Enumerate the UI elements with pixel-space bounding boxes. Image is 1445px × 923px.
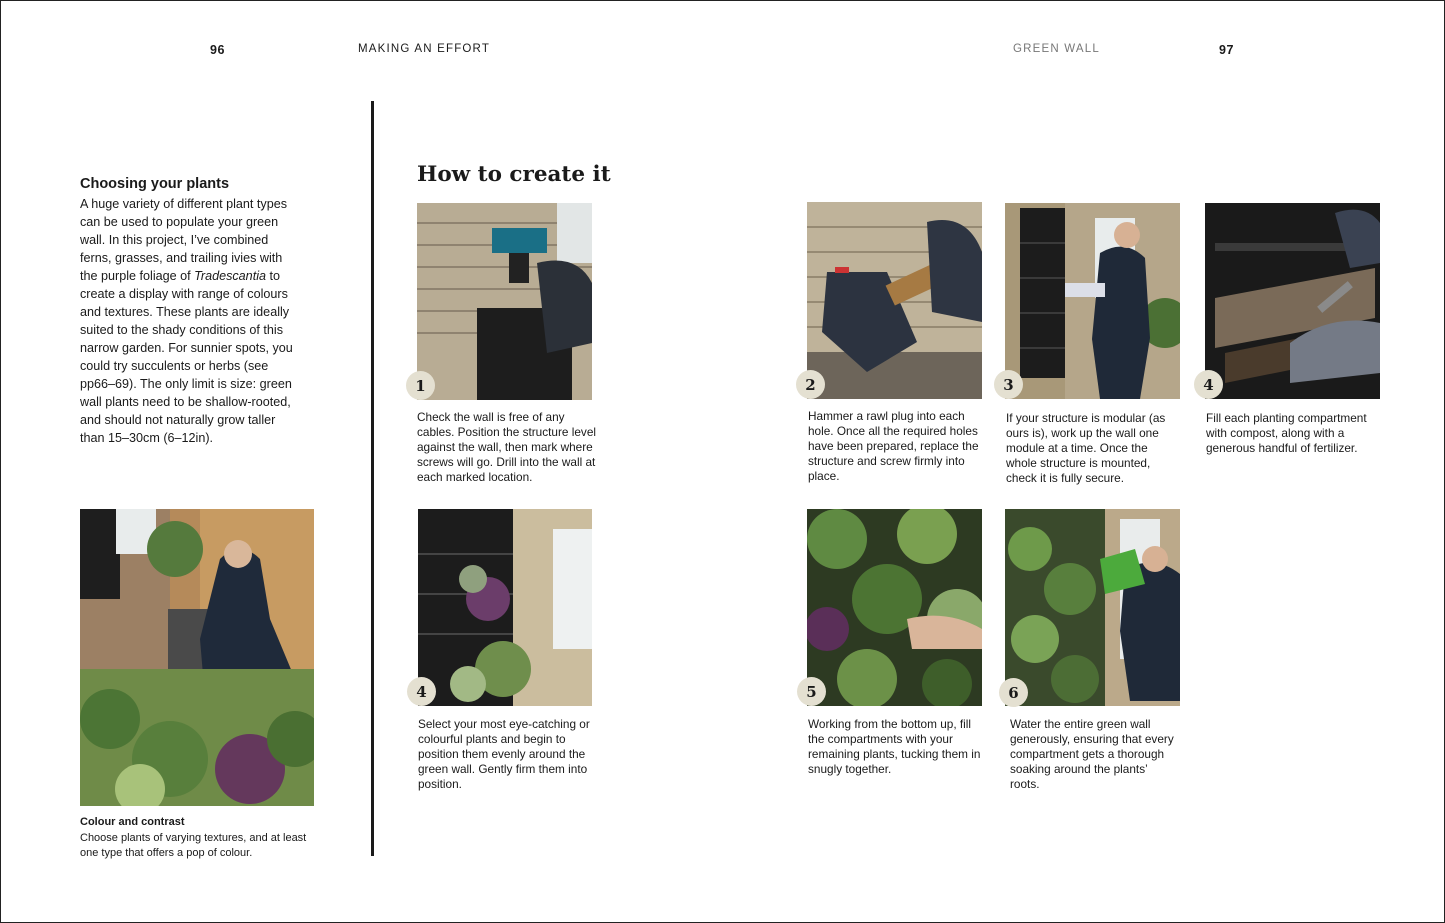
step-text-1: Check the wall is free of any cables. Position the structure level against the wall, then mark where screws will go. Drill into the wall at each marked location.: [417, 410, 597, 484]
step-badge-4a: 4: [1194, 370, 1223, 399]
step-text-2: Hammer a rawl plug into each hole. Once all the required holes have been prepared, replace the structure and screw firmly into place.: [808, 409, 979, 483]
step-badge-1: 1: [406, 371, 435, 400]
column-divider: [371, 101, 374, 856]
step-photo-drill: [417, 203, 592, 400]
step-badge-4b: 4: [407, 677, 436, 706]
step-photo-tradescantia: [418, 509, 592, 706]
step-photo-planting: [807, 509, 982, 706]
sidebar-body-text-1: A huge variety of different plant types can be used to populate your green wall. In this project, I’ve combined ferns, grasses, and trailing ivies with the purple foliage of: [80, 197, 287, 283]
step-text-5: Working from the bottom up, fill the compartments with your remaining plants, tucking them in snugly together.: [808, 717, 981, 776]
gardener-photo: [80, 509, 314, 806]
right-section-heading: GREEN WALL: [1013, 43, 1100, 55]
left-section-heading: MAKING AN EFFORT: [358, 43, 491, 55]
step-badge-5: 5: [797, 677, 826, 706]
step-badge-3: 3: [994, 370, 1023, 399]
left-page-number: 96: [210, 43, 225, 57]
main-title: How to create it: [417, 162, 611, 187]
step-photo-watering: [1005, 509, 1180, 706]
sidebar-body: [80, 195, 295, 447]
step-text-6: Water the entire green wall generously, ensuring that every compartment gets a thorough soaking around the plants’ roots.: [1010, 717, 1174, 791]
step-text-3: If your structure is modular (as ours is), work up the wall one module at a time. Once the whole structure is mounted, check it is fully secure.: [1006, 411, 1166, 485]
right-page-number: 97: [1219, 43, 1234, 57]
step-badge-2: 2: [796, 370, 825, 399]
step-photo-compost: [1205, 203, 1380, 399]
step-text-4a: Fill each planting compartment with compost, along with a generous handful of fertilizer.: [1206, 411, 1367, 455]
photo-caption-text: Choose plants of varying textures, and at least one type that offers a pop of colour.: [80, 832, 307, 859]
step-text-4b: Select your most eye-catching or colourful plants and begin to position them evenly around the green wall. Gently firm them into position.: [418, 717, 590, 791]
sidebar-title: Choosing your plants: [80, 176, 230, 192]
step-photo-mounting: [1005, 203, 1180, 399]
photo-caption-title: Colour and contrast: [80, 816, 185, 828]
step-badge-6: 6: [999, 678, 1028, 707]
step-photo-hammer: [807, 202, 982, 399]
sidebar-body-italic: Tradescantia: [194, 269, 266, 283]
sidebar-body-text-2: to create a display with range of colours and textures. These plants are ideally suited to the shady conditions of this narrow garden. For sunnier spots, you could try succulents or herbs (see pp66–69). The only limit is size: green wall plants need to be shallow-rooted, and should not naturally grow taller than 15–30cm (6–12in).: [80, 269, 293, 445]
